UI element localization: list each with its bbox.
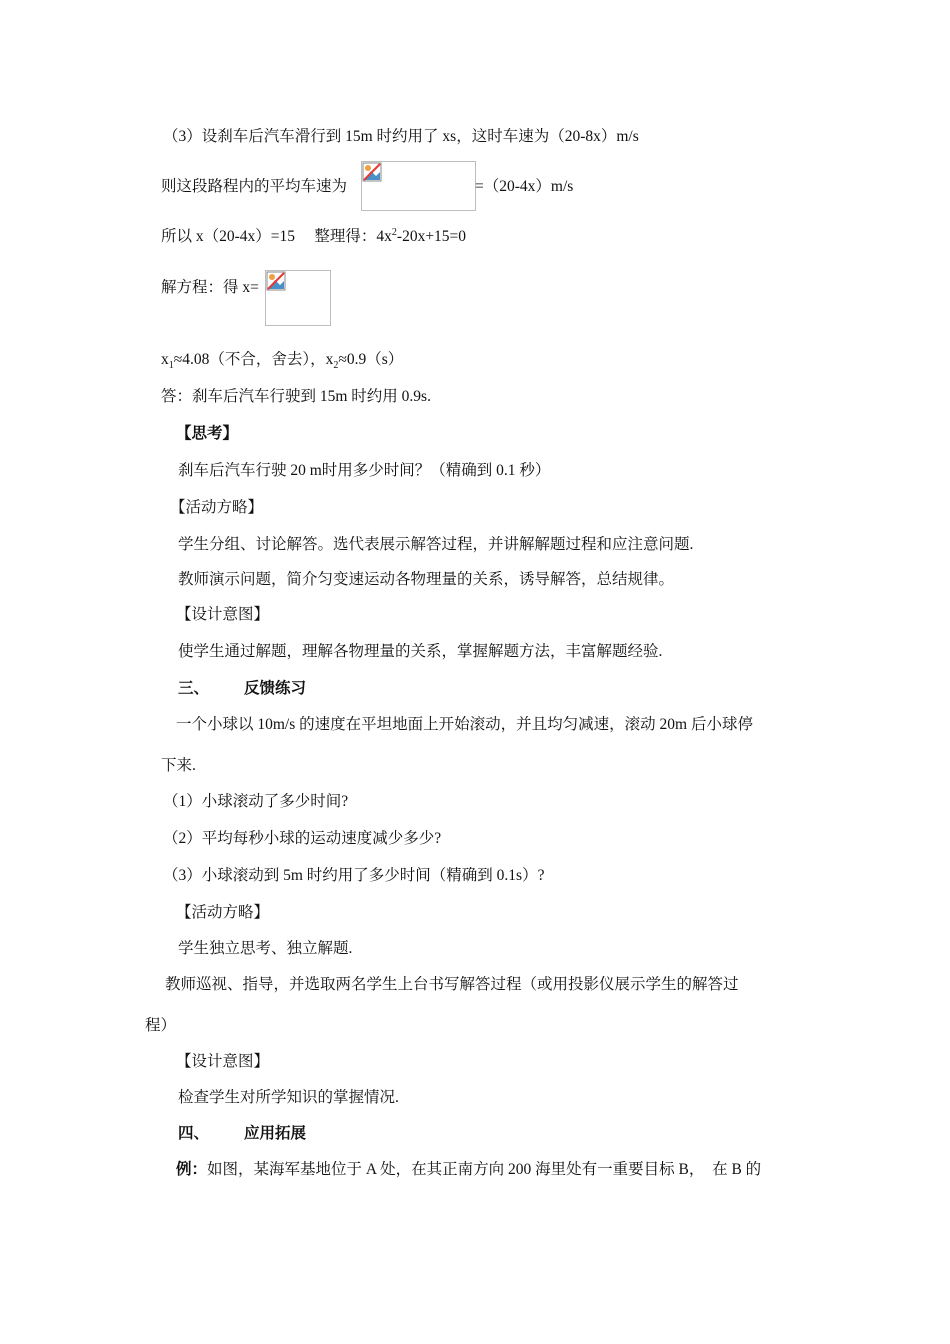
section-heading: 【活动方略】 bbox=[176, 904, 270, 921]
text-line: 检查学生对所学知识的掌握情况. bbox=[178, 1089, 399, 1106]
broken-image-icon bbox=[266, 271, 286, 291]
text-line: 学生独立思考、独立解题. bbox=[178, 940, 353, 957]
text-line: 刹车后汽车行驶 20 m时用多少时间？（精确到 0.1 秒） bbox=[178, 462, 551, 479]
text-line: （2）平均每秒小球的运动速度减少多少? bbox=[163, 830, 442, 847]
broken-image-icon bbox=[362, 162, 382, 182]
text-line: 一个小球以 10m/s 的速度在平坦地面上开始滚动，并且均匀减速，滚动 20m 后小球停 bbox=[176, 716, 753, 733]
text-line: 所以 x（20-4x）=15 整理得：$4x^2-20x+15=0$ bbox=[161, 226, 467, 245]
formula-image-placeholder bbox=[361, 161, 476, 211]
text-line: 解方程：得 x= bbox=[161, 279, 259, 296]
text-line: 答：刹车后汽车行驶到 15m 时约用 0.9s. bbox=[161, 388, 431, 405]
text-line: 程） bbox=[145, 1017, 177, 1034]
text-line: （1）小球滚动了多少时间? bbox=[163, 793, 349, 810]
text-line: （3）小球滚动到 5m 时约用了多少时间（精确到 0.1s）? bbox=[163, 867, 545, 884]
section-heading: 【思考】 bbox=[176, 425, 239, 442]
formula-image-placeholder bbox=[265, 270, 331, 326]
text-line: =（20-4x）m/s bbox=[475, 178, 574, 195]
section-title: 三、 反馈练习 bbox=[178, 680, 307, 697]
text-line: 例：如图，某海军基地位于 A 处，在其正南方向 200 海里处有一重要目标 B， 在 B 的 bbox=[176, 1161, 762, 1178]
text-line: $x_1\approx 4.08$（不合，舍去），$x_2\approx 0.9(s)$ bbox=[161, 351, 404, 372]
text-line: 下来. bbox=[161, 757, 196, 774]
text-line: 使学生通过解题，理解各物理量的关系，掌握解题方法，丰富解题经验. bbox=[178, 643, 663, 660]
text-line: 则这段路程内的平均车速为 bbox=[161, 178, 348, 195]
text-line: 学生分组、讨论解答。选代表展示解答过程，并讲解解题过程和应注意问题. bbox=[178, 536, 694, 553]
text-line: 教师演示问题，简介匀变速运动各物理量的关系，诱导解答，总结规律。 bbox=[178, 571, 675, 588]
section-heading: 【设计意图】 bbox=[176, 606, 270, 623]
text-line: （3）设刹车后汽车滑行到 15m 时约用了 xs，这时车速为（20-8x）m/s bbox=[163, 128, 639, 145]
section-heading: 【设计意图】 bbox=[176, 1053, 270, 1070]
section-title: 四、 应用拓展 bbox=[178, 1125, 307, 1142]
section-heading: 【活动方略】 bbox=[170, 499, 264, 516]
text-line: 教师巡视、指导，并选取两名学生上台书写解答过程（或用投影仪展示学生的解答过 bbox=[165, 976, 739, 993]
